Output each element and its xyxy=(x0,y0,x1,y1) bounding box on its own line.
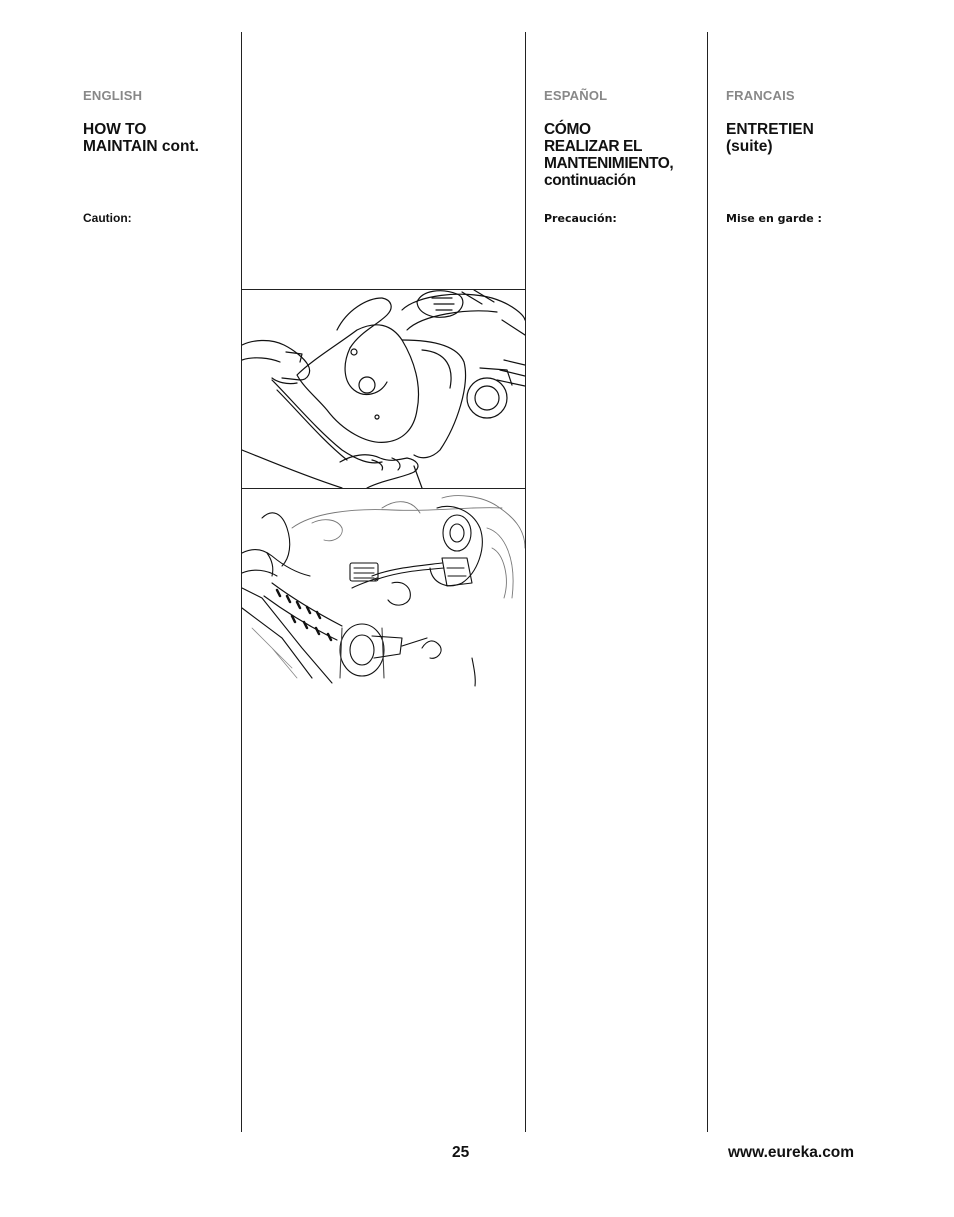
language-label-english: ENGLISH xyxy=(83,88,143,103)
spanish-column xyxy=(544,88,704,189)
vacuum-belt-cover-removal-illustration xyxy=(242,289,525,489)
language-label-spanish: ESPAÑOL xyxy=(544,88,608,103)
caution-label-spanish: Precaución: xyxy=(544,212,617,225)
caution-label-french: Mise en garde : xyxy=(726,212,822,225)
vacuum-brushroll-removal-illustration xyxy=(242,488,525,688)
belt-cover-illustration-icon xyxy=(242,290,525,488)
heading-line: HOW TO xyxy=(83,121,147,138)
section-heading-english xyxy=(83,121,233,155)
column-divider-3 xyxy=(707,32,708,1132)
section-heading-french xyxy=(726,121,886,155)
caution-label-english: Caution: xyxy=(83,211,132,225)
page-number: 25 xyxy=(452,1144,470,1161)
heading-line: (suite) xyxy=(726,138,773,155)
brushroll-illustration-icon xyxy=(242,488,525,688)
heading-line: ENTRETIEN xyxy=(726,121,814,138)
english-column xyxy=(83,88,233,155)
section-heading-spanish xyxy=(544,121,704,189)
website-url: www.eureka.com xyxy=(728,1144,855,1161)
language-label-french: FRANCAIS xyxy=(726,88,795,103)
heading-line: continuación xyxy=(544,172,636,189)
heading-line: MAINTAIN cont. xyxy=(83,138,199,155)
column-divider-2 xyxy=(525,32,526,1132)
heading-line: CÓMO xyxy=(544,121,591,138)
heading-line: MANTENIMIENTO, xyxy=(544,155,674,172)
heading-line: REALIZAR EL xyxy=(544,138,643,155)
french-column xyxy=(726,88,886,155)
